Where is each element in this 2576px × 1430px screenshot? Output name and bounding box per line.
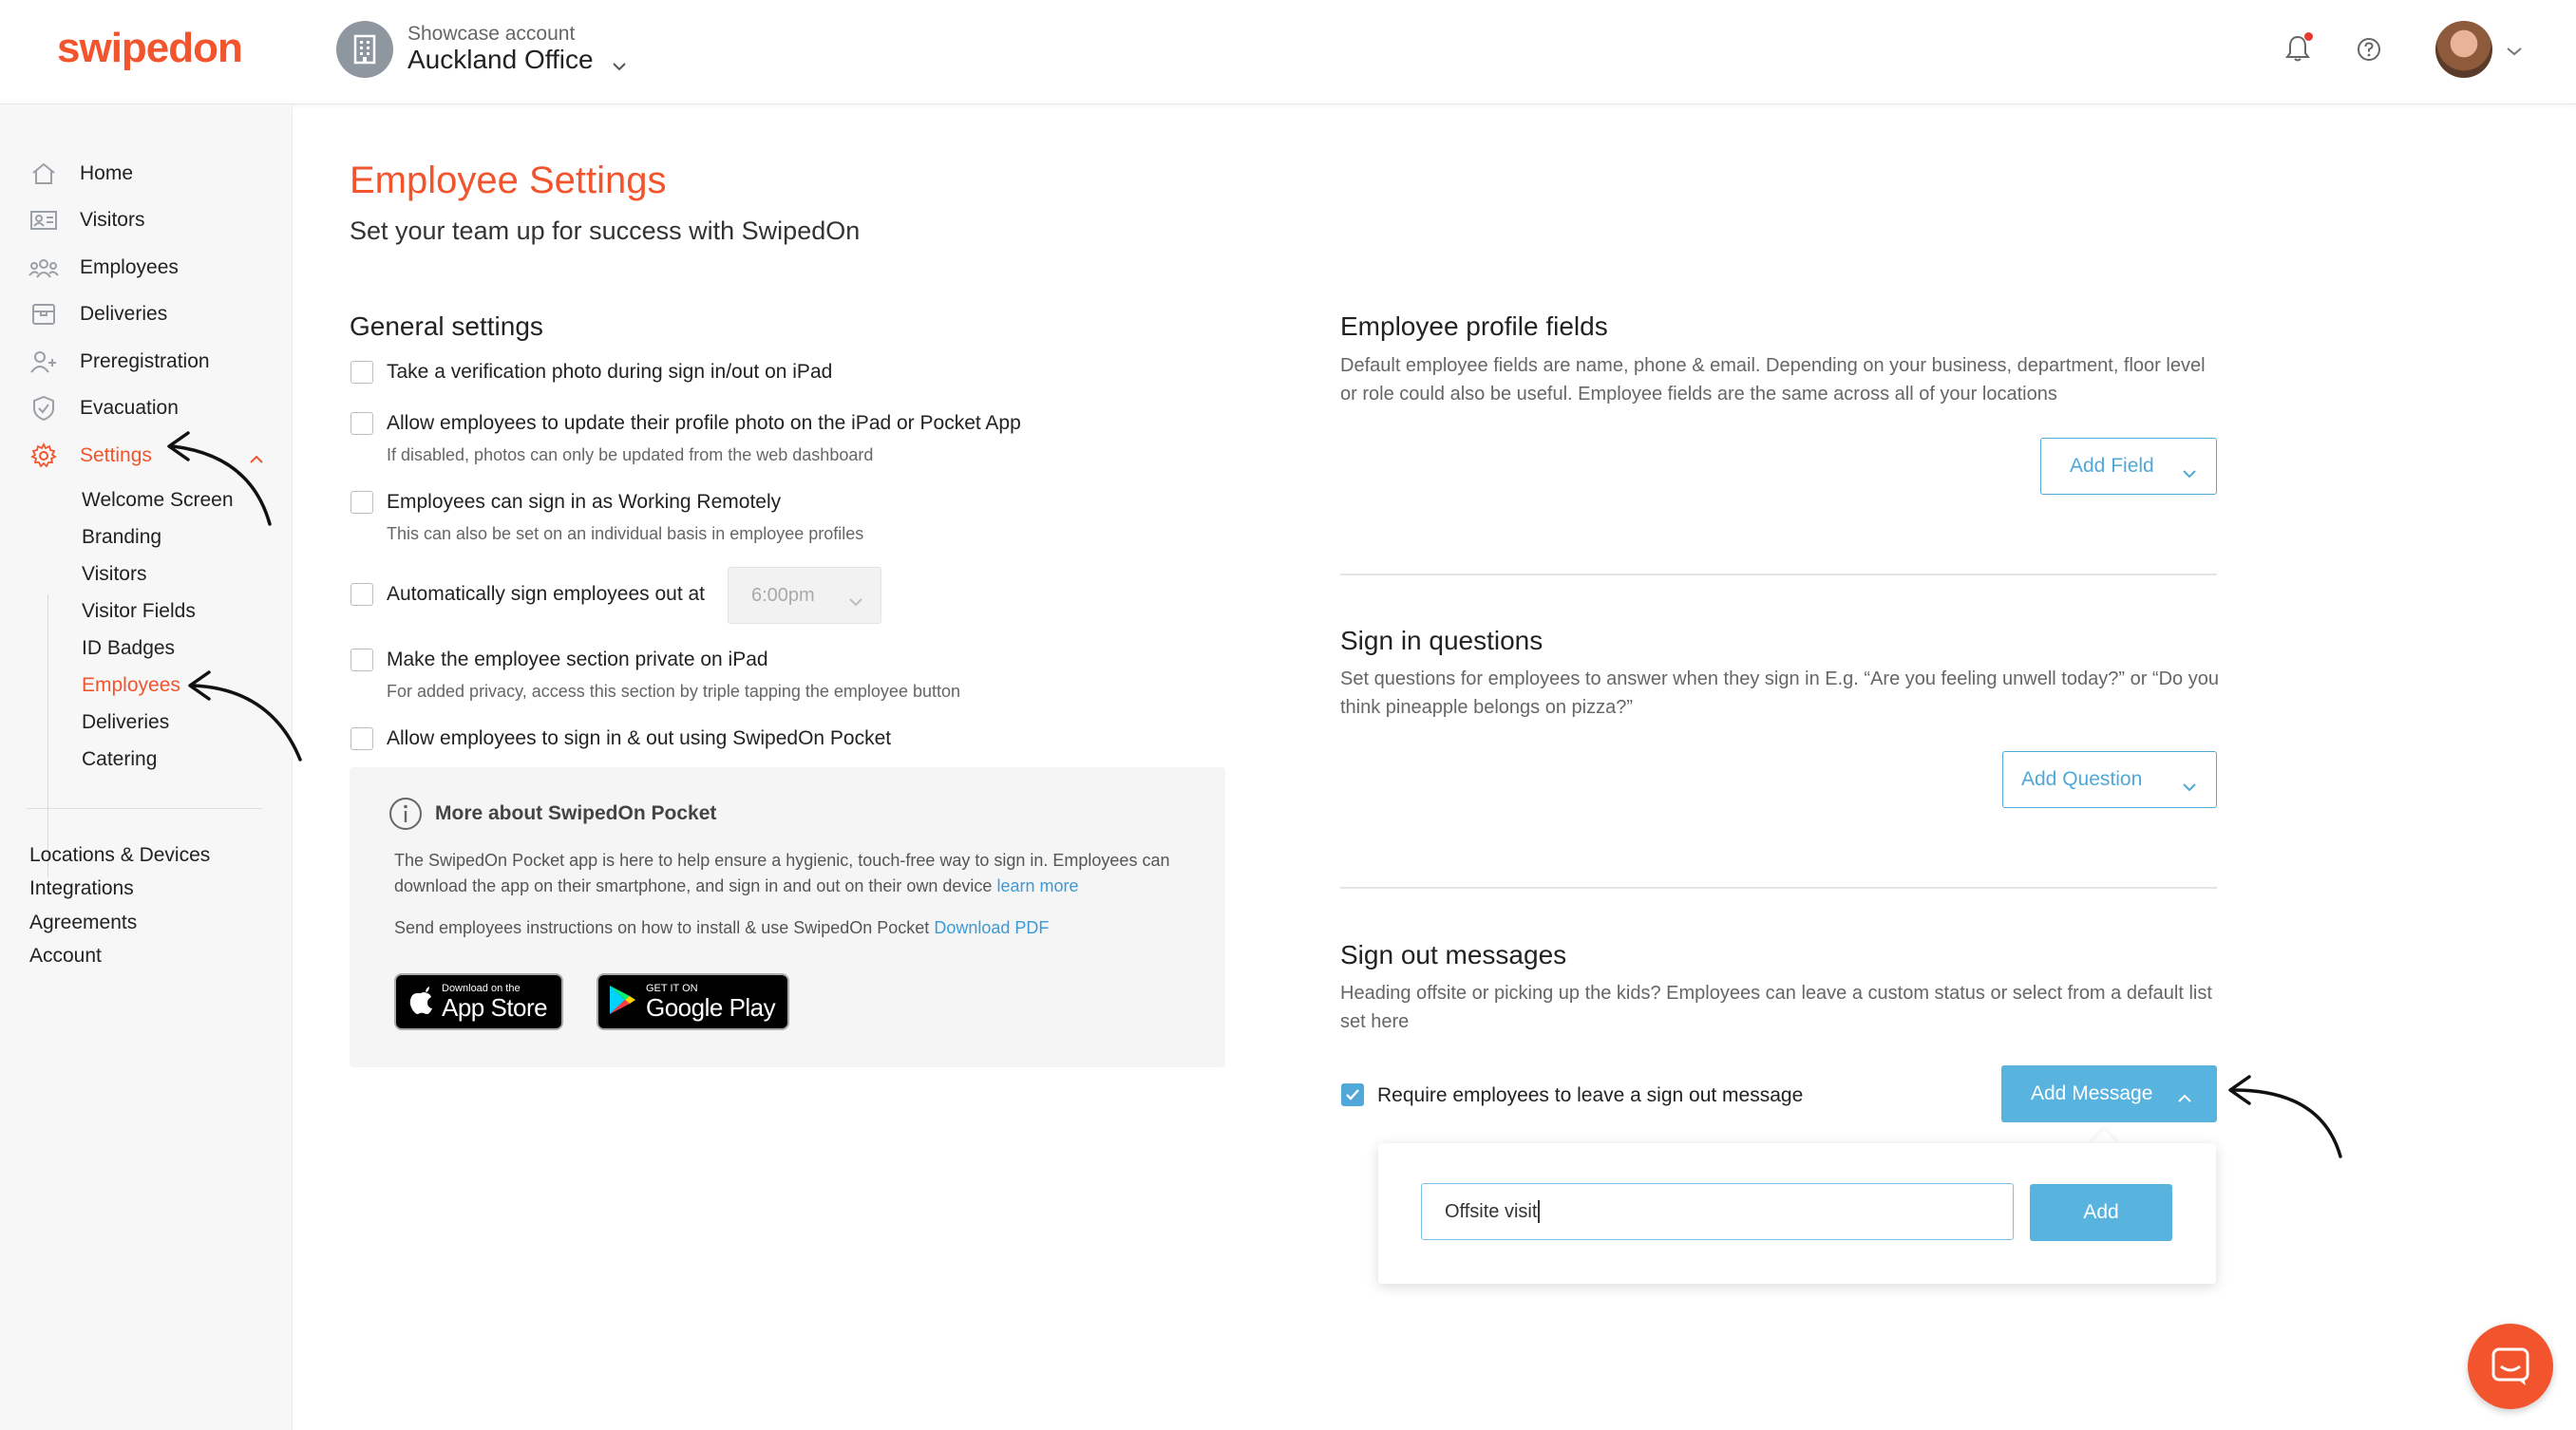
add-user-icon (28, 347, 59, 377)
sign-out-message-input[interactable] (1421, 1183, 2014, 1240)
add-message-button[interactable] (2001, 1065, 2217, 1122)
chevron-down-icon (2182, 775, 2197, 798)
sidebar-sub-deliveries[interactable]: Deliveries (82, 711, 170, 733)
text-caret (1538, 1200, 1540, 1223)
auto-signout-time-select[interactable] (728, 567, 881, 624)
add-field-button[interactable] (2040, 438, 2217, 495)
sidebar-item-label: Settings (80, 444, 152, 466)
account-caption: Showcase account (407, 23, 576, 45)
sidebar-divider (27, 808, 262, 809)
require-signout-message-label: Require employees to leave a sign out message (1377, 1084, 1804, 1106)
sidebar-item-label: Evacuation (80, 397, 179, 419)
google-play-icon (608, 984, 636, 1021)
section-divider (1340, 887, 2217, 889)
pocket-info-title: More about SwipedOn Pocket (435, 802, 717, 824)
auto-signout-time-value: 6:00pm (751, 584, 815, 606)
sidebar-sub-welcome-screen[interactable]: Welcome Screen (82, 489, 234, 511)
pocket-info-text: The SwipedOn Pocket app is here to help ensure a hygienic, touch-free way to sign in. Employees can download the app on their smartphone, and sign in and out on their own device (394, 851, 1170, 895)
add-message-label: Add Message (2031, 1082, 2153, 1104)
sidebar-item-label: Deliveries (80, 303, 168, 325)
chat-launcher-button[interactable] (2468, 1324, 2553, 1409)
swipedon-logo[interactable]: swipedon (57, 25, 242, 71)
sign-out-message-value: Offsite visit (1445, 1200, 1538, 1222)
auto-signout-checkbox[interactable] (350, 583, 373, 606)
gear-icon (28, 441, 59, 471)
add-question-label: Add Question (2021, 768, 2143, 790)
pocket-instructions-paragraph (394, 915, 1211, 941)
sidebar-item-evacuation[interactable] (28, 392, 179, 424)
private-section-hint: For added privacy, access this section by triple tapping the employee button (387, 682, 961, 701)
shield-icon (28, 393, 59, 423)
avatar[interactable] (2435, 21, 2492, 78)
profile-fields-title: Employee profile fields (1340, 311, 1608, 341)
chevron-down-icon (2182, 461, 2197, 484)
sidebar-item-agreements[interactable]: Agreements (29, 912, 138, 933)
sidebar-item-label: Preregistration (80, 350, 210, 372)
sidebar-sub-visitor-fields[interactable]: Visitor Fields (82, 600, 196, 622)
annotation-arrow-settings (160, 425, 285, 530)
google-play-big-text: Google Play (646, 993, 776, 1022)
info-icon (388, 796, 424, 837)
top-bar (0, 0, 2576, 104)
learn-more-link[interactable]: learn more (996, 876, 1079, 895)
sidebar-item-integrations[interactable]: Integrations (29, 877, 134, 899)
chevron-up-icon (2177, 1086, 2192, 1109)
building-icon[interactable] (336, 21, 393, 78)
sidebar-item-settings[interactable] (28, 440, 152, 472)
working-remotely-checkbox[interactable] (350, 491, 373, 514)
checkmark-icon (1345, 1088, 1360, 1101)
chat-icon (2490, 1345, 2531, 1387)
sidebar (0, 104, 293, 1430)
private-section-label: Make the employee section private on iPad (387, 649, 768, 670)
chevron-down-icon (848, 591, 863, 612)
chevron-down-icon[interactable] (2506, 44, 2523, 61)
sign-out-messages-description: Heading offsite or picking up the kids? Employees can leave a custom status or select from a default list set here (1340, 983, 2212, 1032)
sidebar-sub-branding[interactable]: Branding (82, 526, 162, 548)
people-icon (28, 253, 59, 283)
chevron-down-icon[interactable] (612, 59, 627, 76)
page-subtitle: Set your team up for success with SwipedOn (350, 216, 861, 245)
sidebar-item-locations-devices[interactable]: Locations & Devices (29, 844, 211, 866)
app-store-small-text: Download on the (442, 983, 521, 994)
require-signout-message-checkbox[interactable] (1341, 1083, 1364, 1106)
annotation-arrow-employees (180, 661, 306, 767)
sign-in-questions-title: Sign in questions (1340, 626, 1544, 655)
sidebar-item-home[interactable] (28, 158, 133, 190)
update-profile-photo-hint: If disabled, photos can only be updated from the web dashboard (387, 445, 874, 464)
annotation-arrow-add-message (2219, 1062, 2350, 1162)
sidebar-sub-catering[interactable]: Catering (82, 748, 158, 770)
help-icon[interactable] (2356, 36, 2382, 67)
update-profile-photo-checkbox[interactable] (350, 412, 373, 435)
sidebar-sub-id-badges[interactable]: ID Badges (82, 637, 176, 659)
sidebar-item-preregistration[interactable] (28, 346, 210, 378)
sidebar-item-employees[interactable] (28, 252, 179, 284)
sign-out-messages-title: Sign out messages (1340, 940, 1567, 969)
sidebar-sub-visitors[interactable]: Visitors (82, 563, 147, 585)
download-pdf-link[interactable]: Download PDF (934, 918, 1050, 937)
id-card-icon (28, 205, 59, 235)
box-icon (28, 299, 59, 329)
private-section-checkbox[interactable] (350, 649, 373, 671)
sidebar-item-deliveries[interactable] (28, 298, 167, 330)
page-title: Employee Settings (350, 160, 667, 201)
add-question-button[interactable] (2002, 751, 2217, 808)
pocket-info-paragraph (394, 848, 1211, 899)
apple-icon (407, 985, 434, 1020)
notification-dot (2304, 32, 2313, 41)
google-play-small-text: GET IT ON (646, 983, 698, 994)
pocket-signin-label: Allow employees to sign in & out using SwipedOn Pocket (387, 727, 892, 749)
submenu-guide-line (47, 594, 48, 877)
pocket-signin-checkbox[interactable] (350, 727, 373, 750)
app-store-badge[interactable] (394, 973, 563, 1030)
working-remotely-label: Employees can sign in as Working Remotely (387, 491, 782, 513)
working-remotely-hint: This can also be set on an individual basis in employee profiles (387, 524, 864, 543)
sign-in-questions-description: Set questions for employees to answer when they sign in E.g. “Are you feeling unwell today?” or “Do you think pineapple belongs on pizza?” (1340, 668, 2219, 718)
sidebar-item-account[interactable]: Account (29, 945, 102, 967)
update-profile-photo-label: Allow employees to update their profile photo on the iPad or Pocket App (387, 412, 1021, 434)
profile-fields-description: Default employee fields are name, phone & email. Depending on your business, department, floor level or role could also be useful. Employee fields are the same across all of your locations (1340, 355, 2206, 405)
general-settings-title: General settings (350, 311, 543, 341)
sidebar-sub-employees[interactable]: Employees (82, 674, 180, 696)
pocket-instructions-text: Send employees instructions on how to install & use SwipedOn Pocket (394, 918, 930, 937)
location-selector[interactable]: Auckland Office (407, 45, 594, 74)
app-store-big-text: App Store (442, 993, 548, 1022)
verification-photo-checkbox[interactable] (350, 361, 373, 384)
home-icon (28, 159, 59, 189)
auto-signout-label: Automatically sign employees out at (387, 583, 706, 605)
section-divider (1340, 574, 2217, 575)
google-play-badge[interactable] (597, 973, 789, 1030)
add-field-label: Add Field (2070, 455, 2154, 477)
add-message-submit-button[interactable]: Add (2030, 1184, 2172, 1241)
sidebar-item-label: Employees (80, 256, 179, 278)
sidebar-item-label: Home (80, 162, 134, 184)
verification-photo-label: Take a verification photo during sign in/out on iPad (387, 361, 833, 383)
sidebar-item-label: Visitors (80, 209, 145, 231)
sidebar-item-visitors[interactable] (28, 204, 144, 236)
